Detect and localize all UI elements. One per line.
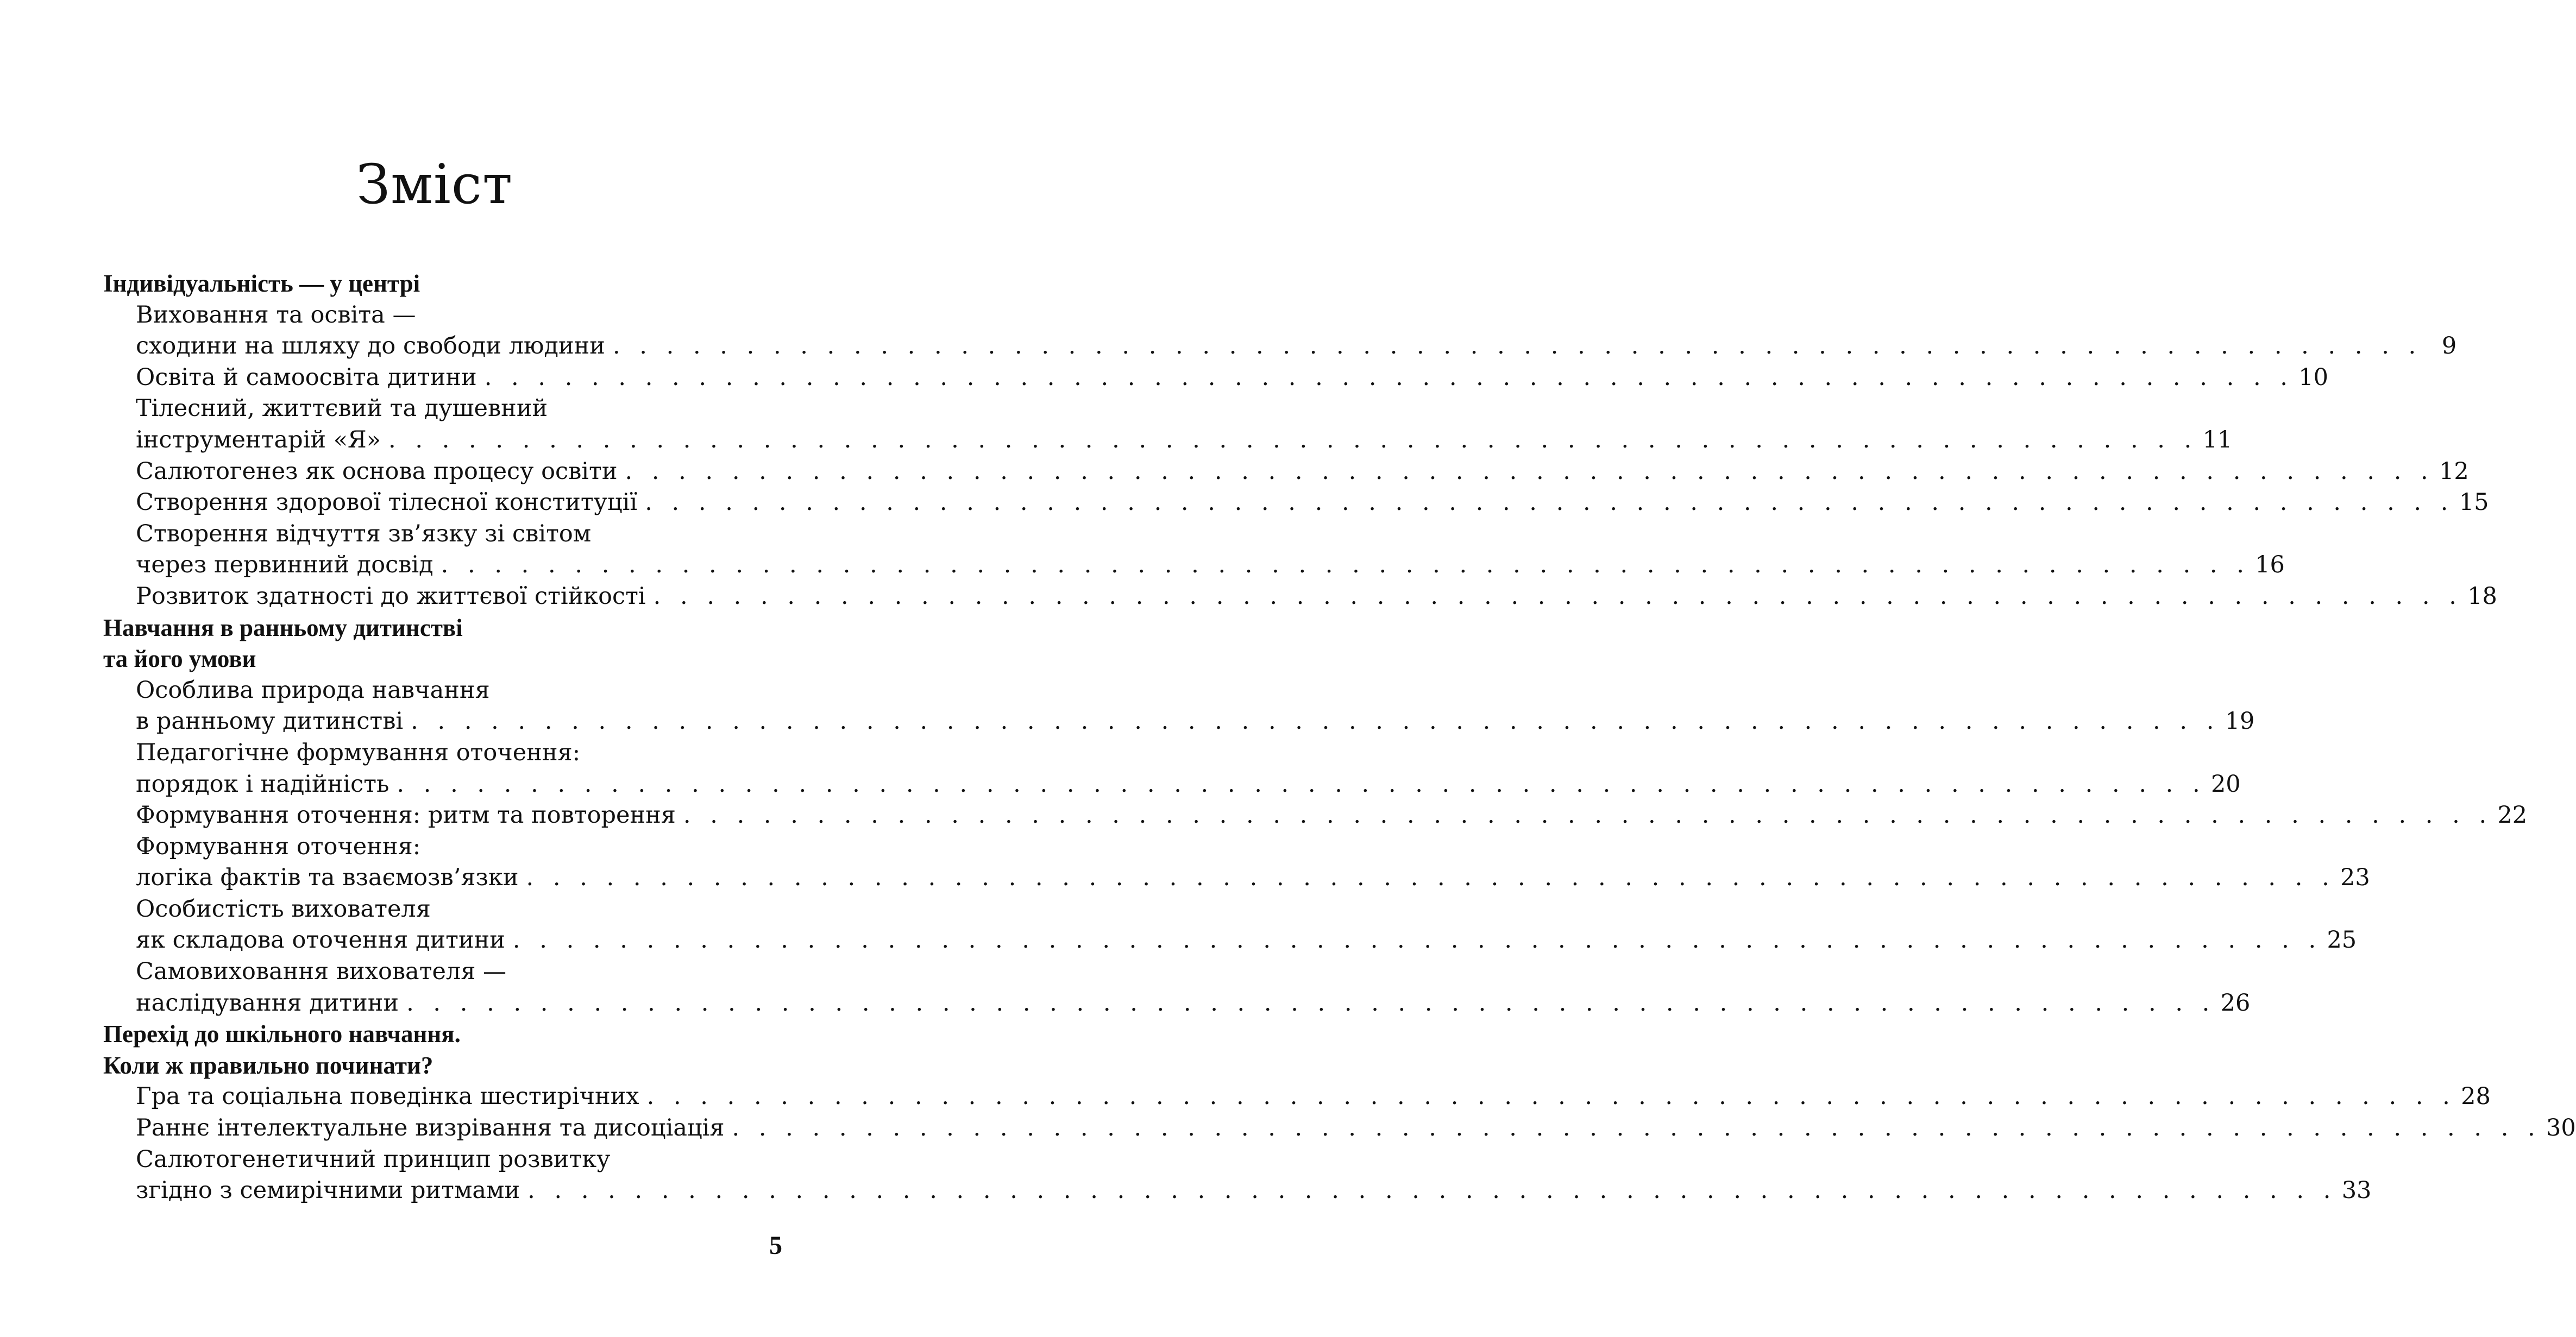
- toc-entry-label: в ранньому дитинстві: [136, 708, 404, 735]
- toc-entry: [103, 362, 2328, 394]
- section-title: Перехід до шкільного навчання.: [103, 1020, 461, 1048]
- dot-leader: [639, 1081, 2456, 1113]
- toc-page-number: 9: [2441, 332, 2457, 360]
- toc-entry: [103, 550, 2285, 581]
- toc-entry-label: логіка фактів та взаємозв’язки: [136, 864, 519, 892]
- toc-entry: [103, 862, 2370, 894]
- dot-leader: [617, 456, 2434, 488]
- toc-entry: [103, 425, 2233, 456]
- toc-entry-label: Розвиток здатності до життєвої стійкості: [136, 582, 646, 610]
- toc-page-number: 30: [2546, 1114, 2576, 1142]
- toc-entry-line: Формування оточення:: [136, 833, 421, 860]
- toc-entry-label: через первинний досвід: [136, 551, 433, 579]
- section-title: Коли ж правильно починати?: [103, 1051, 433, 1079]
- dot-leader: [389, 769, 2206, 800]
- toc-page-number: 12: [2439, 457, 2469, 485]
- toc-entry: [103, 925, 2357, 956]
- dot-leader: [646, 581, 2462, 613]
- toc-page-number: 25: [2327, 926, 2357, 954]
- dot-leader: [433, 550, 2250, 581]
- toc-entry: [103, 1113, 2576, 1144]
- toc-page-number: 16: [2255, 551, 2285, 579]
- toc-entry: [103, 1081, 2491, 1113]
- toc-entry-label: інструментарій «Я»: [136, 426, 381, 453]
- toc-entry: [103, 581, 2497, 613]
- toc-page-number: 23: [2340, 864, 2370, 892]
- table-of-contents: [103, 268, 2576, 1207]
- toc-entry-label: сходини на шляху до свободи людини: [136, 332, 605, 360]
- toc-entry-label: порядок і надійність: [136, 770, 389, 798]
- dot-leader: [676, 800, 2492, 831]
- toc-page-number: 22: [2497, 802, 2528, 829]
- toc-entry-line: Виховання та освіта —: [136, 301, 416, 329]
- toc-entry-line: Особлива природа навчання: [136, 676, 490, 704]
- toc-entry-line: Особистість вихователя: [136, 895, 431, 923]
- toc-page-number: 10: [2298, 363, 2328, 391]
- toc-entry: [103, 706, 2255, 737]
- toc-entry: [103, 1175, 2372, 1207]
- dot-leader: [403, 706, 2220, 737]
- page-title: Зміст: [356, 153, 513, 216]
- dot-leader: [520, 1175, 2336, 1207]
- toc-entry-line: Салютогенетичний принцип розвитку: [136, 1145, 611, 1173]
- toc-entry: [103, 988, 2251, 1019]
- toc-entry-label: Освіта й самоосвіта дитини: [136, 363, 477, 391]
- dot-leader: [605, 331, 2422, 362]
- toc-entry-label: Формування оточення: ритм та повторення: [136, 802, 676, 829]
- toc-entry-label: наслідування дитини: [136, 989, 399, 1017]
- toc-page-number: 11: [2202, 426, 2233, 453]
- toc-entry: [103, 331, 2457, 362]
- toc-entry-label: згідно з семирічними ритмами: [136, 1177, 520, 1204]
- toc-page-number: 18: [2467, 582, 2497, 610]
- dot-leader: [637, 487, 2454, 519]
- dot-leader: [724, 1113, 2541, 1144]
- dot-leader: [505, 925, 2322, 956]
- toc-page-number: 20: [2210, 770, 2241, 798]
- toc-page-number: 26: [2220, 989, 2251, 1017]
- toc-entry-label: Гра та соціальна поведінка шестирічних: [136, 1083, 639, 1111]
- toc-entry-line: Самовиховання вихователя —: [136, 958, 507, 986]
- section-title: Навчання в ранньому дитинстві: [103, 614, 463, 641]
- toc-entry-line: Педагогічне формування оточення:: [136, 739, 581, 766]
- dot-leader: [519, 862, 2335, 894]
- dot-leader: [381, 425, 2197, 456]
- toc-entry-label: Салютогенез як основа процесу освіти: [136, 457, 618, 485]
- toc-entry-line: Тілесний, життєвий та душевний: [136, 395, 548, 422]
- toc-entry: [103, 769, 2241, 800]
- toc-page-number: 28: [2461, 1083, 2491, 1111]
- toc-entry-label: як складова оточення дитини: [136, 926, 505, 954]
- toc-entry-label: Раннє інтелектуальне визрівання та дисоціація: [136, 1114, 725, 1142]
- toc-page-number: 19: [2225, 708, 2255, 735]
- dot-leader: [399, 988, 2215, 1019]
- toc-entry: [103, 456, 2469, 488]
- toc-entry-label: Створення здорової тілесної конституції: [136, 489, 638, 516]
- section-title: та його умови: [103, 645, 256, 673]
- dot-leader: [477, 362, 2294, 394]
- section-title: Індивідуальність — у центрі: [103, 270, 420, 297]
- toc-entry: [103, 487, 2489, 519]
- toc-page-number: 15: [2459, 489, 2489, 516]
- toc-entry: [103, 800, 2528, 831]
- toc-page-number: 33: [2341, 1177, 2372, 1204]
- page-number: 5: [769, 1231, 782, 1260]
- toc-entry-line: Створення відчуття зв’язку зі світом: [136, 520, 592, 547]
